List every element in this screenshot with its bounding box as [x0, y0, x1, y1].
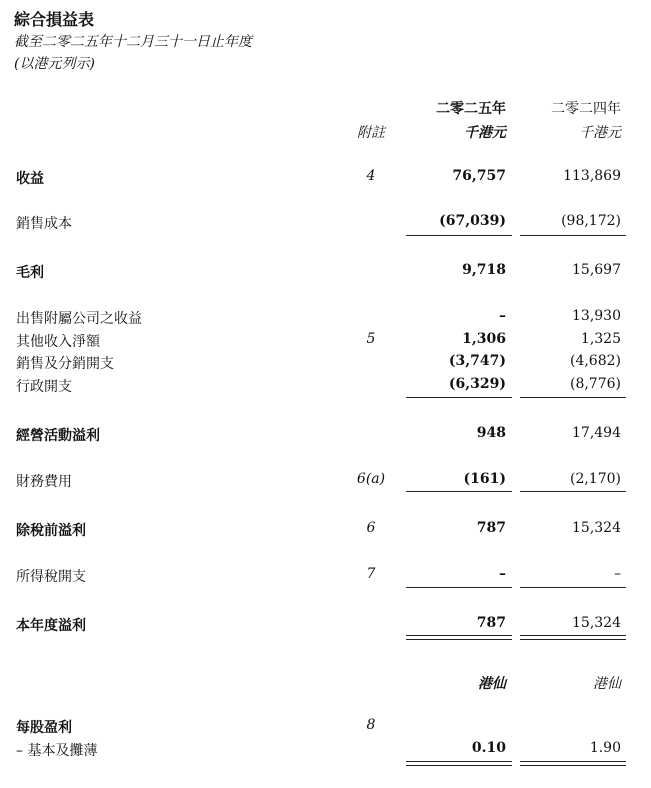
row-administrative: [0, 376, 651, 396]
row-label: 本年度溢利: [16, 618, 86, 634]
row-note: 5: [366, 331, 376, 347]
row-value-prior: (4,682): [569, 353, 621, 369]
row-label: 收益: [16, 171, 44, 187]
row-note: 4: [366, 168, 376, 184]
row-note: 6(a): [356, 471, 386, 487]
row-label: 其他收入淨額: [16, 334, 100, 350]
row-cost-of-sales: [0, 213, 651, 233]
row-value-current: –: [499, 566, 506, 582]
total-double-rule: [406, 635, 512, 640]
row-value-current: 0.10: [471, 740, 506, 756]
subtotal-rule: [406, 235, 512, 236]
row-value-current: (67,039): [439, 213, 506, 229]
row-value-prior: 13,930: [572, 308, 621, 324]
row-earnings-per-share: [0, 717, 651, 737]
statement-period: 截至二零二五年十二月三十一日止年度: [14, 34, 252, 50]
row-label: – 基本及攤薄: [16, 743, 98, 759]
row-income-tax: [0, 566, 651, 586]
row-value-prior: 15,324: [572, 520, 621, 536]
row-value-current: –: [499, 308, 506, 324]
row-label: 出售附屬公司之收益: [16, 311, 142, 327]
row-gross-profit: [0, 262, 651, 282]
row-value-current: 76,757: [452, 168, 506, 184]
note-header: 附註: [357, 125, 385, 141]
subtotal-rule: [406, 397, 512, 398]
subtotal-rule: [520, 397, 626, 398]
currency-note: (以港元列示): [14, 56, 95, 72]
row-profit-before-tax: [0, 520, 651, 540]
row-value-prior: 15,324: [572, 615, 621, 631]
row-value-current: 787: [476, 615, 506, 631]
row-label: 行政開支: [16, 379, 72, 395]
row-selling-distribution: [0, 353, 651, 373]
row-label: 每股盈利: [16, 720, 72, 736]
subtotal-rule: [520, 587, 626, 588]
subtotal-rule: [520, 491, 626, 492]
row-label: 所得稅開支: [16, 569, 86, 585]
row-note: 7: [366, 566, 376, 582]
row-value-current: 787: [476, 520, 506, 536]
row-note: 8: [366, 717, 376, 733]
row-value-prior: 1,325: [580, 331, 621, 347]
row-label: 財務費用: [16, 474, 72, 490]
row-value-current: 1,306: [462, 331, 506, 347]
row-value-current: 9,718: [462, 262, 506, 278]
total-double-rule: [406, 761, 512, 766]
row-profit-for-year: [0, 615, 651, 635]
unit-cents-current-header: 港仙: [478, 676, 506, 692]
row-label: 經營活動溢利: [16, 428, 100, 444]
row-revenue: [0, 168, 651, 188]
subtotal-rule: [406, 491, 512, 492]
row-note: 6: [366, 520, 376, 536]
unit-cents-prior-header: 港仙: [593, 676, 621, 692]
subtotal-rule: [520, 235, 626, 236]
row-value-prior: (2,170): [569, 471, 621, 487]
row-label: 除稅前溢利: [16, 523, 86, 539]
row-value-prior: 17,494: [572, 425, 621, 441]
row-finance-costs: [0, 471, 651, 491]
row-label: 毛利: [16, 265, 44, 281]
subtotal-rule: [406, 587, 512, 588]
row-value-current: (6,329): [448, 376, 506, 392]
statement-title: 綜合損益表: [14, 10, 95, 29]
row-label: 銷售及分銷開支: [16, 356, 114, 372]
year-prior-header: 二零二四年: [551, 101, 621, 117]
row-value-current: (161): [463, 471, 506, 487]
row-value-prior: 1.90: [589, 740, 621, 756]
row-basic-diluted: [0, 740, 651, 760]
row-label: 銷售成本: [16, 216, 72, 232]
row-operating-profit: [0, 425, 651, 445]
year-current-header: 二零二五年: [436, 101, 506, 117]
row-value-prior: (8,776): [569, 376, 621, 392]
row-value-current: (3,747): [448, 353, 506, 369]
unit-prior-header: 千港元: [579, 125, 621, 141]
row-gain-on-disposal: [0, 308, 651, 328]
row-value-prior: 113,869: [563, 168, 621, 184]
row-value-prior: (98,172): [561, 213, 621, 229]
row-other-net-income: [0, 331, 651, 351]
row-value-prior: –: [614, 566, 621, 582]
unit-current-header: 千港元: [464, 125, 506, 141]
row-value-prior: 15,697: [572, 262, 621, 278]
total-double-rule: [520, 635, 626, 640]
row-value-current: 948: [476, 425, 506, 441]
total-double-rule: [520, 761, 626, 766]
